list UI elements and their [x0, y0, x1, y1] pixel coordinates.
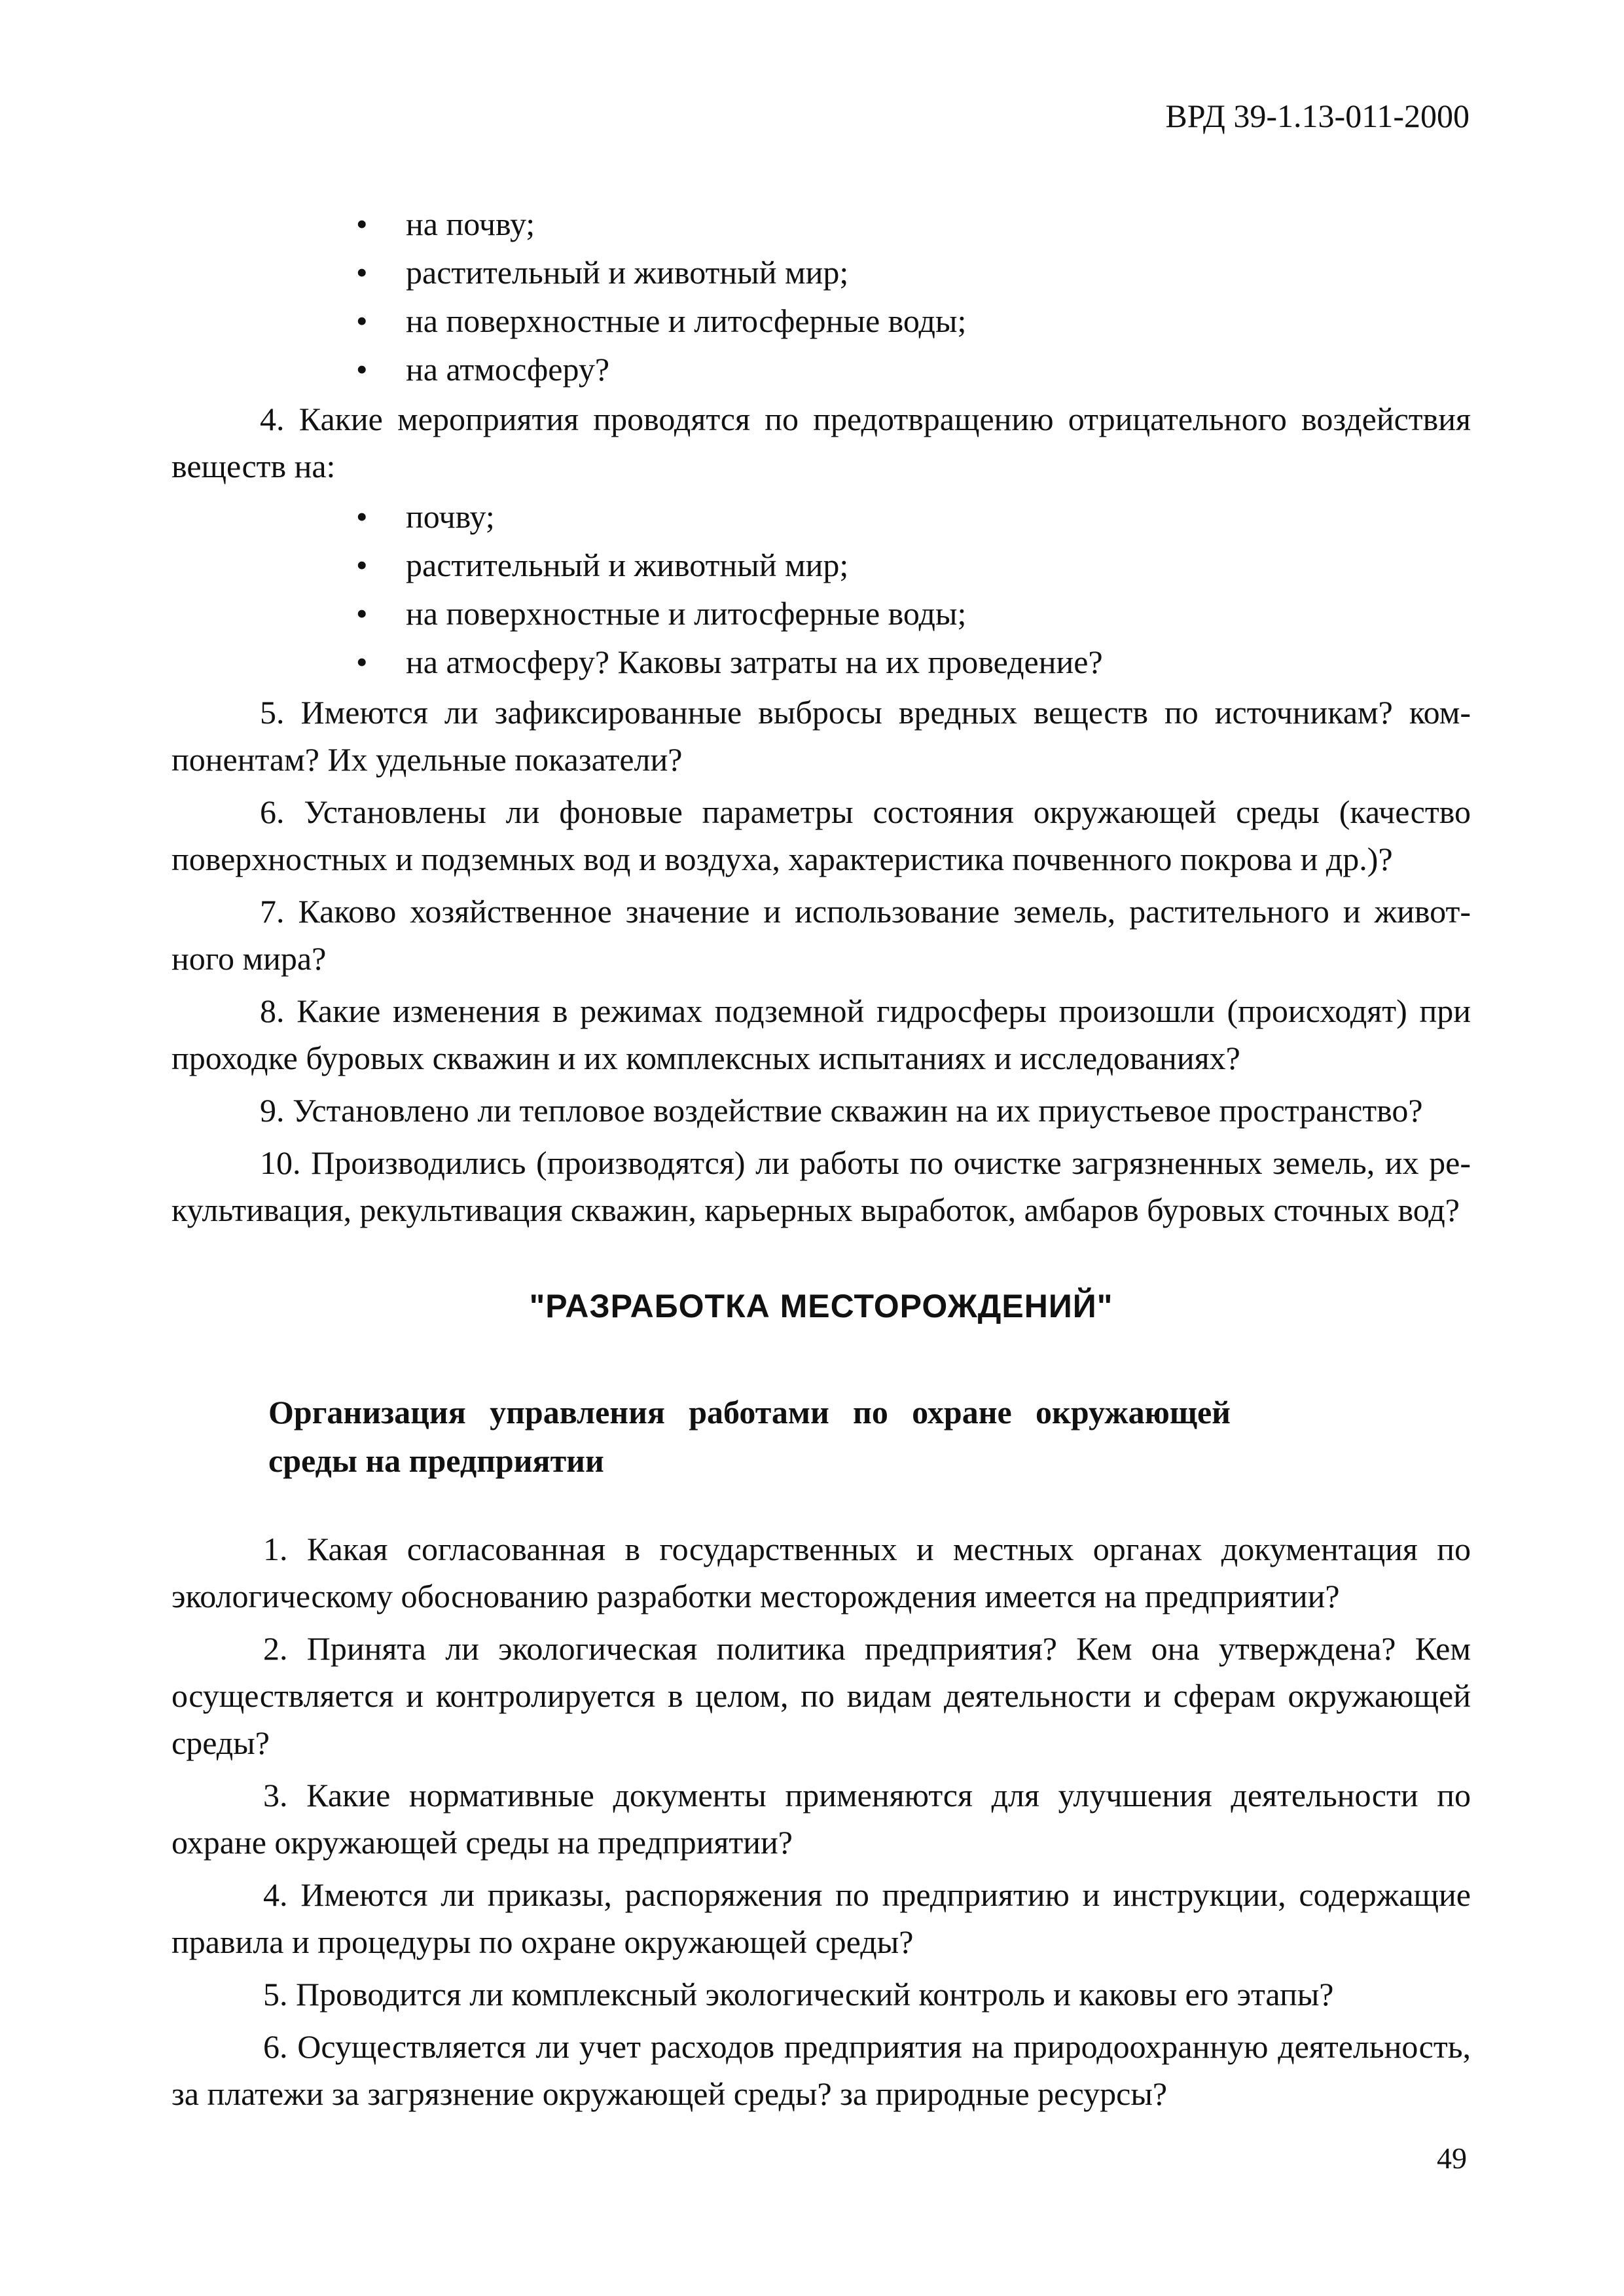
paragraph: 8. Какие изменения в режимах подземной гидросферы произошли (происходят) при проходке буровых скважин и их комплексных испытаниях и исследованиях?	[171, 993, 1471, 1076]
section-subtitle: Организация управления работами по охране окружающей среды на предприятии	[268, 1394, 1231, 1479]
paragraph: 6. Осуществляется ли учет расходов предприятия на природоохранную деятельность, за платежи за загрязнение окружающей среды? за природные ресурсы?	[171, 2028, 1471, 2112]
paragraph: 1. Какая согласованная в государственных и местных органах документация по экологическому обоснованию разработки месторождения имеется на предприятии?	[171, 1531, 1471, 1614]
page-number: 49	[1437, 2141, 1467, 2175]
paragraph: 4. Какие мероприятия проводятся по предотвращению отрицательного воздействия веществ на:	[171, 401, 1471, 484]
list-item: • на поверхностные и литосферные воды;	[171, 297, 1471, 345]
question-4	[171, 395, 1471, 490]
questions-block-1	[171, 689, 1471, 1233]
questions-block-2	[171, 1525, 1471, 2117]
list-item: • на атмосферу? Каковы затраты на их проведение?	[171, 638, 1471, 686]
list-item: • на атмосферу?	[171, 345, 1471, 393]
document-code: ВРД 39-1.13-011-2000	[1165, 98, 1470, 134]
bullet-icon: •	[356, 644, 368, 680]
list-item: • растительный и животный мир;	[171, 248, 1471, 297]
paragraph: 10. Производились (производятся) ли работы по очистке загрязненных земель, их рекультивация, рекультивация скважин, карьерных выработок, амбаров буровых сточных вод?	[171, 1144, 1471, 1228]
paragraph: 5. Проводится ли комплексный экологический контроль и каковы его этапы?	[263, 1976, 1334, 2013]
paragraph: 5. Имеются ли зафиксированные выбросы вредных веществ по источникам? компонентам? Их удельные показатели?	[171, 694, 1471, 778]
section-title: "РАЗРАБОТКА МЕСТОРОЖДЕНИЙ"	[529, 1288, 1113, 1324]
paragraph: 2. Принята ли экологическая политика предприятия? Кем она утверждена? Кем осуществляется и контролируется в целом, по видам деятельности и сферам окружающей среды?	[171, 1630, 1471, 1761]
list-item: • растительный и животный мир;	[171, 541, 1471, 589]
list-item: • почву;	[171, 492, 1471, 541]
bullet-icon: •	[356, 498, 368, 535]
bullet-list-a	[171, 200, 1471, 393]
paragraph: 3. Какие нормативные документы применяются для улучшения деятельности по охране окружающей среды на предприятии?	[171, 1777, 1471, 1861]
bullet-icon: •	[356, 206, 368, 242]
bullet-icon: •	[356, 254, 368, 291]
bullet-icon: •	[356, 595, 368, 632]
bullet-icon: •	[356, 351, 368, 388]
bullet-icon: •	[356, 302, 368, 339]
paragraph: 4. Имеются ли приказы, распоряжения по предприятию и инструкции, содержащие правила и процедуры по охране окружающей среды?	[171, 1876, 1471, 1960]
paragraph: 7. Каково хозяйственное значение и использование земель, растительного и животного мира?	[171, 893, 1471, 977]
bullet-list-b	[171, 492, 1471, 686]
list-item: • на поверхностные и литосферные воды;	[171, 589, 1471, 638]
paragraph: 6. Установлены ли фоновые параметры состояния окружающей среды (качество поверхностных и подземных вод и воздуха, характеристика почвенного покрова и др.)?	[171, 793, 1471, 877]
list-item: • на почву;	[171, 200, 1471, 248]
paragraph: 9. Установлено ли тепловое воздействие скважин на их приустьевое пространство?	[260, 1092, 1423, 1129]
bullet-icon: •	[356, 547, 368, 583]
